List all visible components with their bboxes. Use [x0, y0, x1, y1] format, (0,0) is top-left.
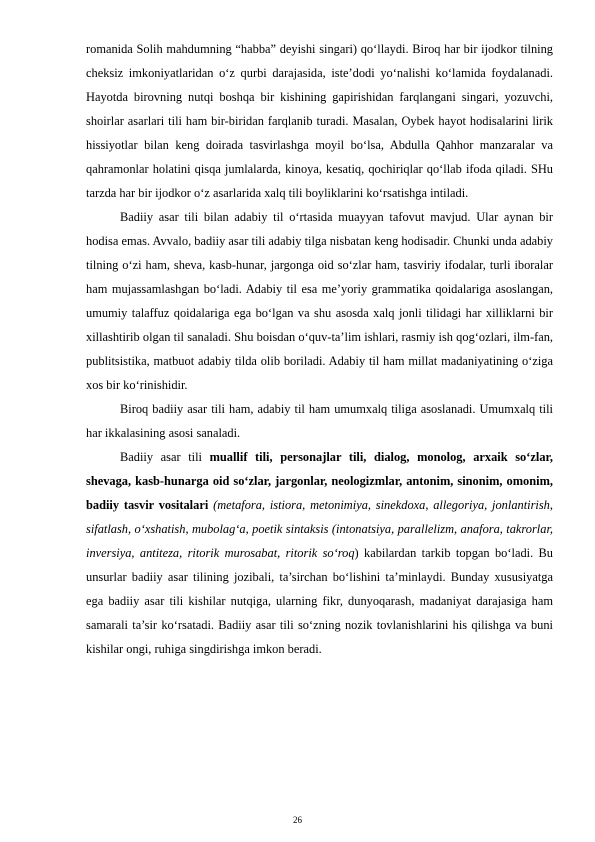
paragraph-4-intro: Badiiy asar tili: [120, 450, 210, 464]
paragraph-3: Biroq badiiy asar tili ham, adabiy til ham umumxalq tiliga asoslanadi. Umumxalq tili har ikkalasining asosi sanaladi.: [86, 402, 553, 440]
paragraph-4: [86, 445, 553, 661]
document-body: [86, 37, 553, 661]
paragraph-4-bold-terms: muallif tili, personajlar tili, dialog, monolog, arxaik so‘zlar, shevaga, kasb-hunarga oid so‘zlar, jargonlar, neologizmlar, antonim, sinonim, omonim, badiiy tasvir vositalari: [86, 450, 553, 512]
paragraph-4-rest: ) kabilardan tarkib topgan bo‘ladi. Bu unsurlar badiiy asar tilining jozibali, ta’sirchan bo‘lishini ta’minlaydi. Bunday xususiyatga ega badiiy asar tili kishilar nutqiga, ularning fikr, dunyoqarash, madaniyat darajasiga ham samarali ta’sir ko‘rsatadi. Badiiy asar tili so‘zning nozik tovlanishlarini his qilishga va buni kishilar ongi, ruhiga singdirishga imkon beradi.: [86, 546, 553, 656]
paragraph-4-italic-terms: (metafora, istiora, metonimiya, sinekdoxa, allegoriya, jonlantirish, sifatlash, o‘xshatish, mubolag‘a, poetik sintaksis (intonatsiya, parallelizm, anafora, takrorlar, inversiya, antiteza, ritorik murosabat, ritorik so‘roq: [86, 498, 553, 560]
paragraph-1: romanida Solih mahdumning “habba” deyishi singari) qo‘llaydi. Biroq har bir ijodkor tilning cheksiz imkoniyatlaridan o‘z qurbi darajasida, iste’dodi yo‘nalishi ko‘lamida foydalanadi. Hayotda birovning nutqi boshqa bir kishining gapirishidan farqlangani singari, yozuvchi, shoirlar asarlari tili ham bir-biridan farqlanib turadi. Masalan, Oybek hayot hodisalarini lirik hissiyotlar bilan keng doirada tasvirlashga moyil bo‘lsa, Abdulla Qahhor manzaralar va qahramonlar holatini qisqa jumlalarda, kinoya, kesatiq, qochiriqlar qo‘llab ifoda qiladi. SHu tarzda har bir ijodkor o‘z asarlarida xalq tili boyliklarini ko‘rsatishga intiladi.: [86, 42, 553, 200]
paragraph-2: Badiiy asar tili bilan adabiy til o‘rtasida muayyan tafovut mavjud. Ular aynan bir hodisa emas. Avvalo, badiiy asar tili adabiy tilga nisbatan keng hodisadir. Chunki unda adabiy tilning o‘zi ham, sheva, kasb-hunar, jargonga oid so‘zlar ham, tasviriy ifodalar, turli iboralar ham mujassamlashgan bo‘ladi. Adabiy til esa me’yoriy grammatika qoidalariga asoslangan, umumiy talaffuz qoidalariga ega bo‘lgan va shu asosda xalq jonli tilidagi har xilliklarni bir xillashtirib olgan til sanaladi. Shu boisdan o‘quv-ta’lim ishlari, rasmiy ish qog‘ozlari, ilm-fan, publitsistika, matbuot adabiy tilda olib boriladi. Adabiy til ham millat madaniyatining o‘ziga xos bir ko‘rinishidir.: [86, 210, 553, 392]
page-number: 26: [293, 815, 302, 825]
